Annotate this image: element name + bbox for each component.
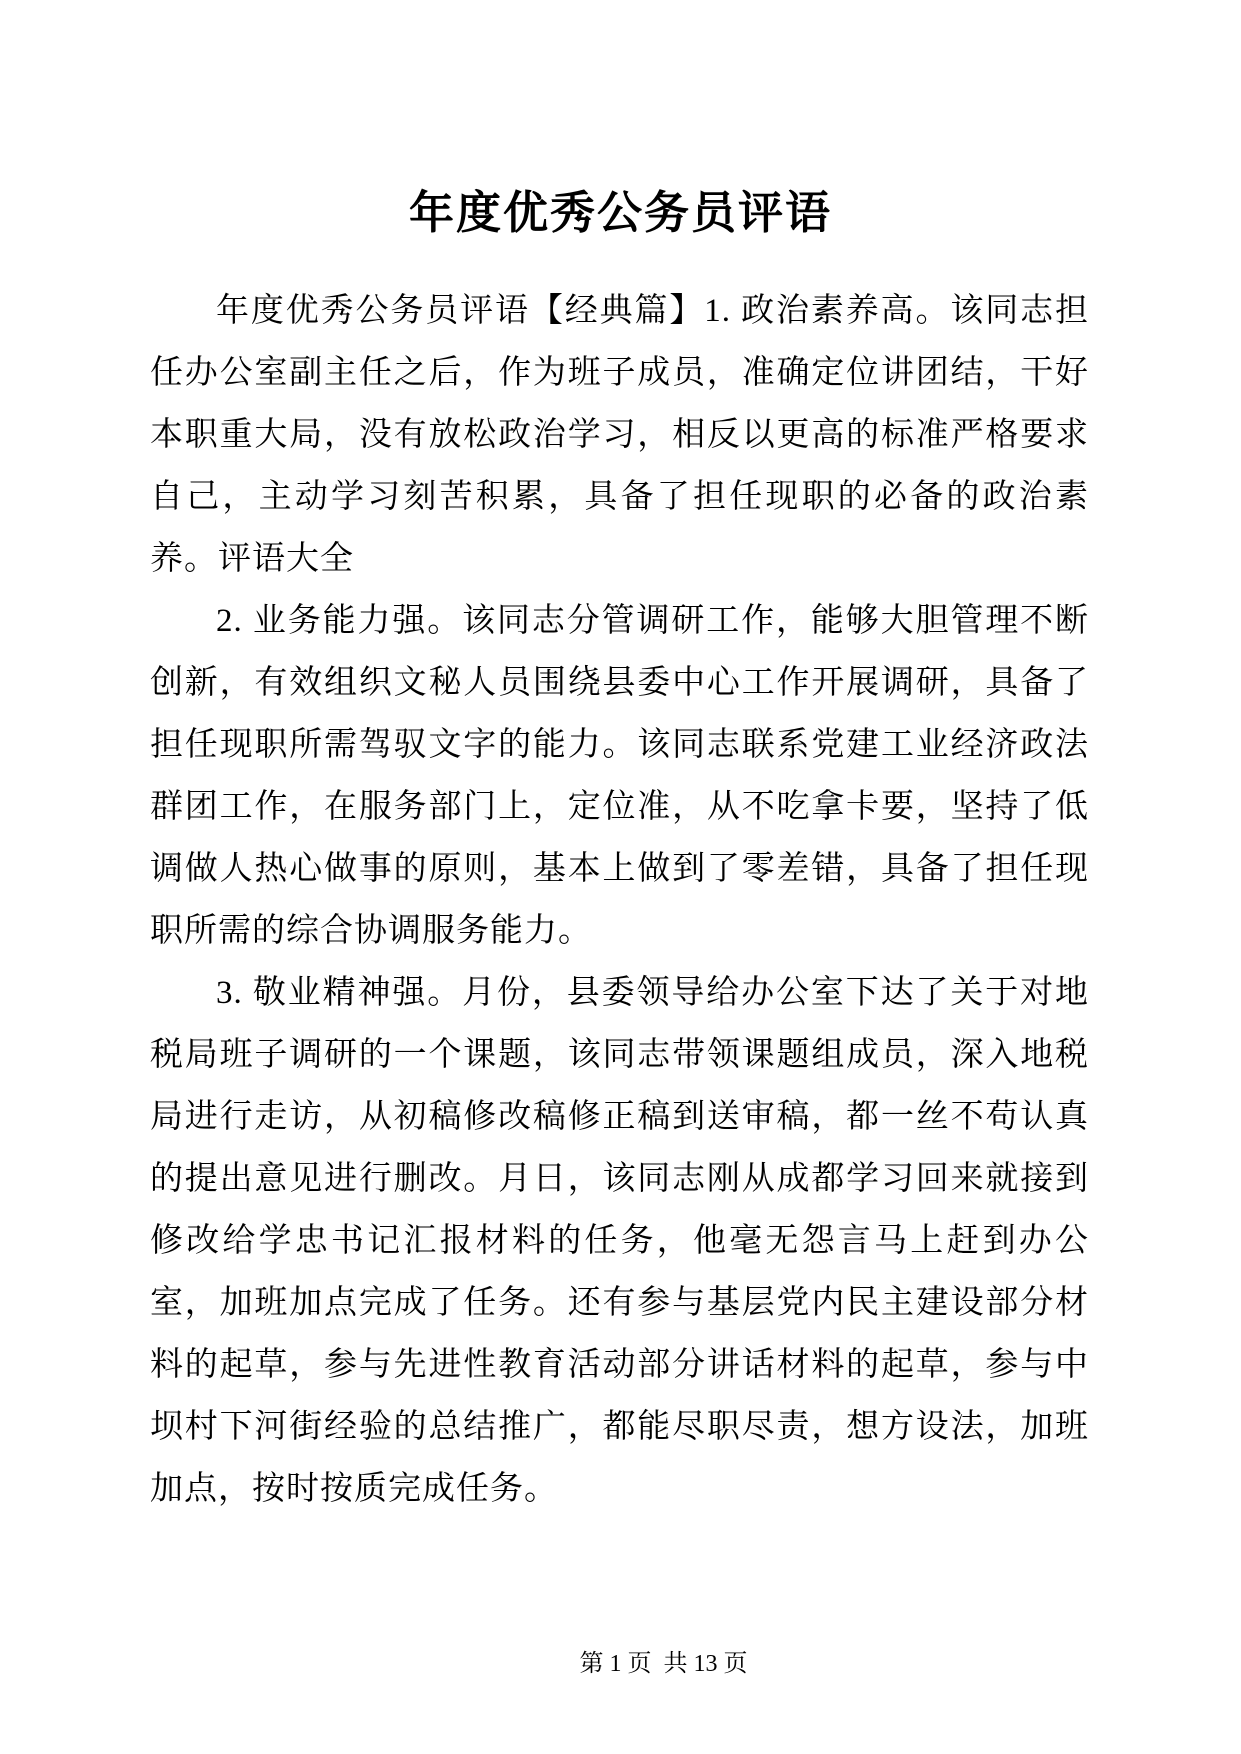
document-body: [150, 280, 1089, 1520]
page-footer: [0, 1616, 1241, 1712]
paragraph-business-ability: 2. 业务能力强。该同志分管调研工作，能够大胆管理不断创新，有效组织文秘人员围绕县委中心工作开展调研，具备了担任现职所需驾驭文字的能力。该同志联系党建工业经济政法群团工作，在服务部门上，定位准，从不吃拿卡要，坚持了低调做人热心做事的原则，基本上做到了零差错，具备了担任现职所需的综合协调服务能力。: [150, 603, 1089, 949]
document-title: 年度优秀公务员评语: [408, 188, 832, 238]
paragraph-professional-dedication: 3. 敬业精神强。月份，县委领导给办公室下达了关于对地税局班子调研的一个课题，该同志带领课题组成员，深入地税局进行走访，从初稿修改稿修正稿到送审稿，都一丝不苟认真的提出意见进行删改。月日，该同志刚从成都学习回来就接到修改给学忠书记汇报材料的任务，他毫无怨言马上赶到办公室，加班加点完成了任务。还有参与基层党内民主建设部分材料的起草，参与先进性教育活动部分讲话材料的起草，参与中坝村下河街经验的总结推广，都能尽职尽责，想方设法，加班加点，按时按质完成任务。: [150, 975, 1089, 1507]
paragraph-political-quality: 年度优秀公务员评语【经典篇】1. 政治素养高。该同志担任办公室副主任之后，作为班子成员，准确定位讲团结，干好本职重大局，没有放松政治学习，相反以更高的标准严格要求自己，主动学习刻苦积累，具备了担任现职的必备的政治素养。评语大全: [150, 293, 1089, 577]
page-number-label: 第 1 页 共 13 页: [579, 1651, 748, 1677]
